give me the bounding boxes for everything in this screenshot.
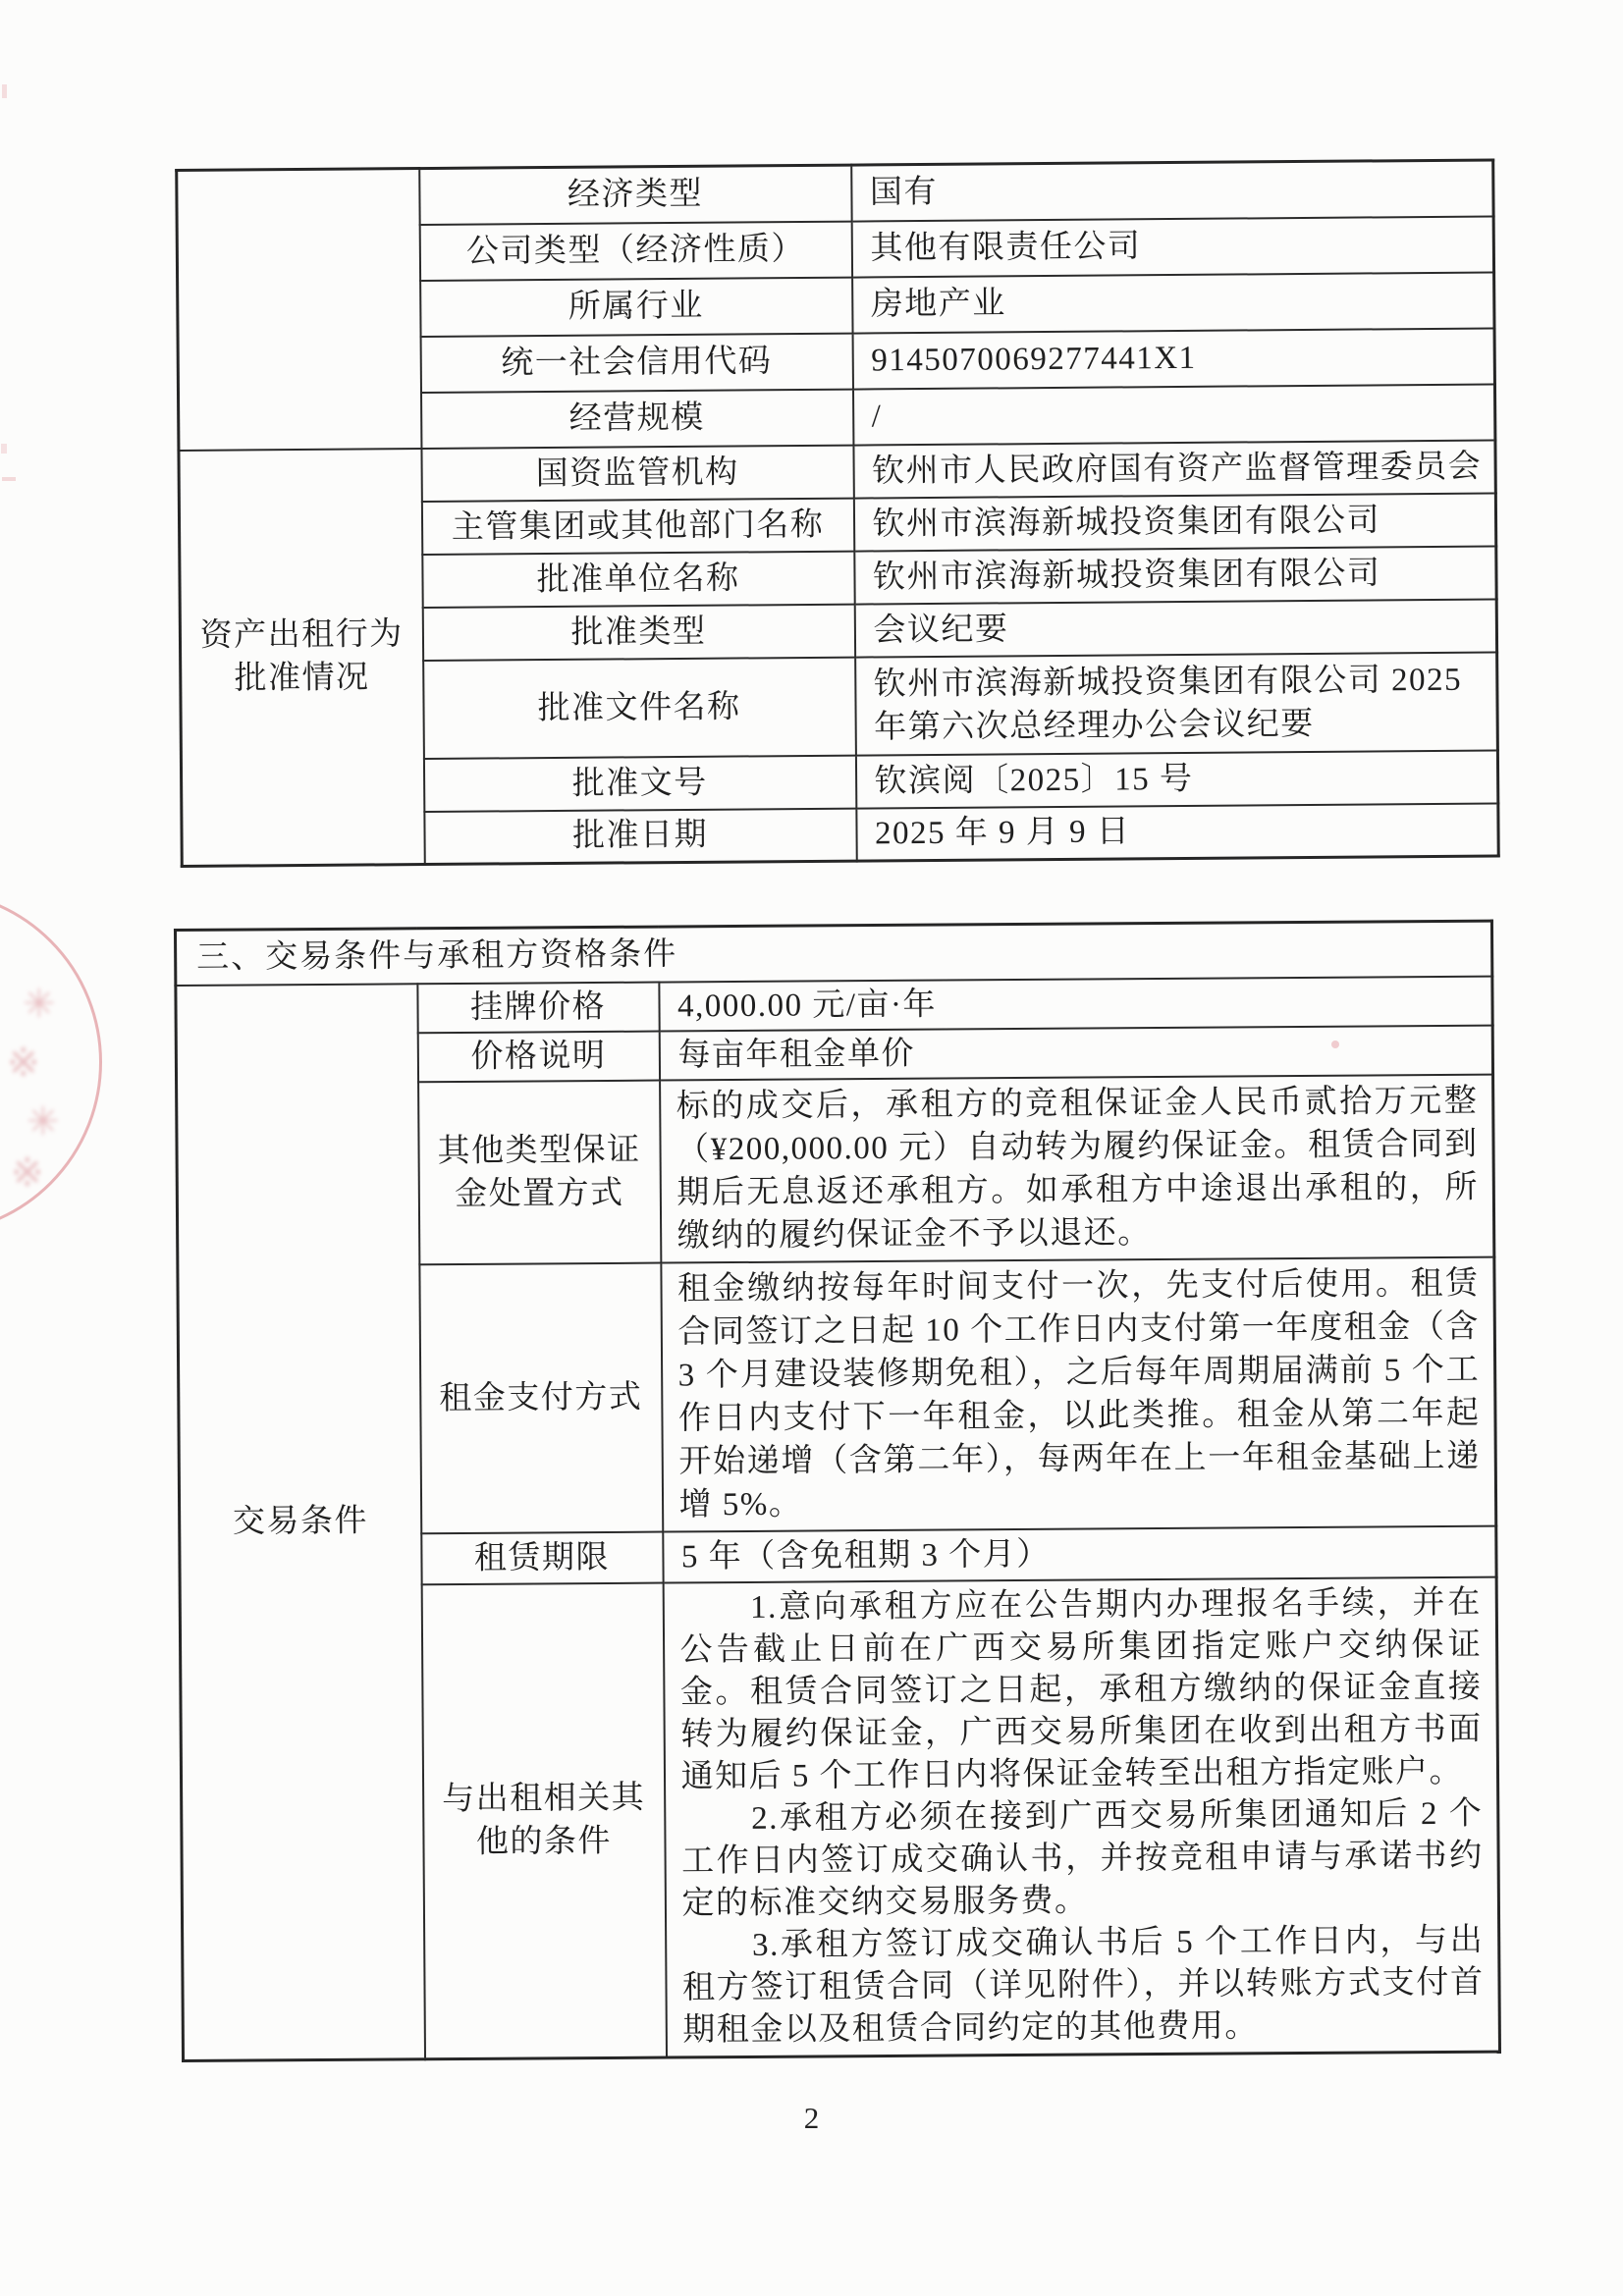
row-value: 标的成交后，承租方的竞租保证金人民币贰拾万元整（¥200,000.00 元）自动转为履约保证金。租赁合同到期后无息返还承租方。如承租方中途退出承租的，所缴纳的履约保证金不予以退还。: [660, 1074, 1494, 1262]
row-value: 9145070069277441X1: [852, 328, 1494, 389]
section-header: 三、交易条件与承租方资格条件: [175, 921, 1491, 985]
row-label: 主管集团或其他部门名称: [421, 498, 853, 554]
row-label: 租赁期限: [421, 1531, 663, 1584]
row-label: 租金支付方式: [419, 1262, 663, 1533]
row-value: 租金缴纳按每年时间支付一次，先支付后使用。租赁合同签订之日起 10 个工作日内支付第一年度租金（含 3 个月建设装修期免租），之后每年周期届满前 5 个工作日内支付下一年租金，以此类推。租金从第二年起开始递增（含第二年），每两年在上一年租金基础上递增 5%。: [661, 1256, 1496, 1531]
row-label: 批准类型: [422, 604, 854, 660]
row-label: 批准单位名称: [422, 551, 854, 607]
row-label: 批准日期: [424, 808, 856, 864]
row-label: 国资监管机构: [421, 445, 853, 501]
seal-mark: ※: [7, 1041, 40, 1085]
scan-speck: [2, 84, 7, 98]
section-label-approval: 资产出租行为批准情况: [179, 449, 424, 867]
red-seal-partial: [0, 889, 102, 1235]
trade-conditions-table: [174, 920, 1501, 2062]
empty-span-cell: [177, 169, 421, 451]
scan-speck: [2, 477, 16, 481]
row-value: 1.意向承租方应在公告期内办理报名手续，并在公告截止日前在广西交易所集团指定账户交纳保证金。租赁合同签订之日起，承租方缴纳的保证金直接转为履约保证金，广西交易所集团在收到出租方书面通知后 5 个工作日内将保证金转至出租方指定账户。 2.承租方必须在接到广西交易所集团通知后 2 个工作日内签订成交确认书，并按竞租申请与承诺书约定的标准交纳交易服务费。 3.承租方签订成交确认书后 5 个工作日内，与出租方签订租赁合同（详见附件），并以转账方式支付首期租金以及租赁合同约定的其他费用。: [663, 1576, 1499, 2056]
seal-mark: ✳: [27, 1099, 60, 1144]
row-label: 价格说明: [417, 1031, 659, 1082]
row-value: 其他有限责任公司: [851, 216, 1493, 277]
row-value: 钦州市滨海新城投资集团有限公司: [853, 493, 1495, 551]
seal-mark: ✳: [23, 982, 56, 1026]
row-label: 统一社会信用代码: [420, 333, 852, 392]
row-label: 经营规模: [420, 389, 852, 448]
table-row: [175, 921, 1491, 985]
table-row: [177, 160, 1493, 227]
page-number: 2: [803, 2101, 820, 2135]
row-label: 其他类型保证金处置方式: [418, 1080, 661, 1264]
row-value: 5 年（含免租期 3 个月）: [663, 1525, 1496, 1582]
row-label: 与出租相关其他的条件: [421, 1582, 666, 2058]
row-value: 会议纪要: [854, 599, 1496, 657]
row-value: 钦滨阅〔2025〕15 号: [855, 750, 1497, 808]
row-label: 经济类型: [419, 165, 851, 224]
row-value: 钦州市滨海新城投资集团有限公司: [854, 546, 1496, 604]
section-label-conditions: 交易条件: [176, 984, 425, 2060]
row-label: 公司类型（经济性质）: [419, 221, 851, 280]
row-value: 每亩年租金单价: [659, 1025, 1492, 1080]
row-value: 房地产业: [852, 272, 1494, 333]
seal-mark: ※: [11, 1150, 44, 1195]
row-value: 国有: [851, 160, 1493, 221]
enterprise-approval-table: [175, 158, 1500, 868]
row-value: 钦州市滨海新城投资集团有限公司 2025 年第六次总经理办公会议纪要: [855, 652, 1498, 755]
row-label: 挂牌价格: [417, 982, 659, 1033]
row-value: 2025 年 9 月 9 日: [856, 803, 1498, 861]
row-value: 钦州市人民政府国有资产监督管理委员会: [853, 440, 1495, 498]
row-label: 所属行业: [420, 277, 852, 336]
row-value: 4,000.00 元/亩·年: [659, 976, 1492, 1031]
scan-speck: [1, 444, 7, 454]
row-value: /: [852, 384, 1494, 445]
row-label: 批准文号: [423, 755, 855, 811]
row-label: 批准文件名称: [423, 657, 856, 758]
